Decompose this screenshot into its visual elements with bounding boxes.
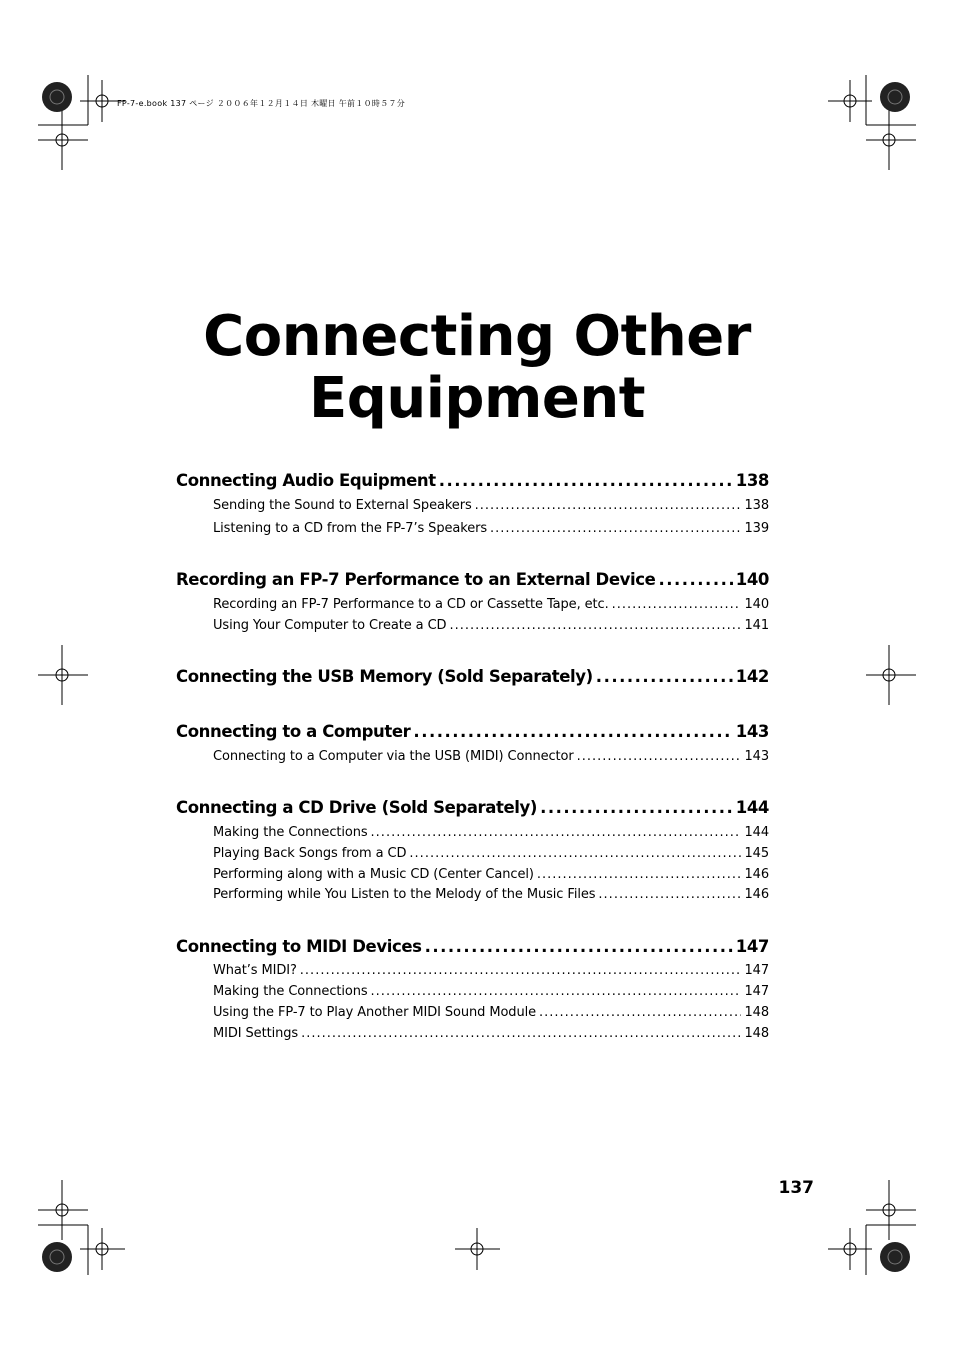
toc-leader bbox=[409, 846, 741, 861]
toc-section[interactable] bbox=[176, 471, 769, 490]
toc-leader bbox=[598, 887, 741, 902]
page-number: 137 bbox=[778, 1178, 814, 1198]
toc-leader bbox=[371, 825, 742, 840]
toc-leader bbox=[537, 867, 742, 882]
toc-item-label: Using Your Computer to Create a CD bbox=[213, 618, 447, 633]
toc-item-page: 143 bbox=[744, 749, 769, 764]
toc-section[interactable] bbox=[176, 570, 769, 589]
toc-item-label: Making the Connections bbox=[213, 984, 368, 999]
toc-item[interactable] bbox=[213, 825, 769, 840]
toc-section-page: 140 bbox=[735, 570, 769, 589]
toc-item[interactable] bbox=[213, 597, 769, 612]
toc-item-page: 140 bbox=[744, 597, 769, 612]
toc-item-page: 148 bbox=[744, 1026, 769, 1041]
toc-item-page: 147 bbox=[744, 984, 769, 999]
chapter-title bbox=[0, 306, 954, 430]
toc-leader bbox=[449, 618, 741, 633]
toc-item-label: Playing Back Songs from a CD bbox=[213, 846, 407, 861]
toc-section[interactable] bbox=[176, 722, 769, 741]
toc-item-label: Using the FP-7 to Play Another MIDI Sound Module bbox=[213, 1005, 537, 1020]
toc-leader bbox=[596, 667, 733, 686]
toc-leader bbox=[658, 570, 732, 589]
toc-item[interactable] bbox=[213, 749, 769, 764]
toc-item-page: 145 bbox=[744, 846, 769, 861]
toc-section-label: Connecting to a Computer bbox=[176, 722, 411, 741]
toc-item-label: What’s MIDI? bbox=[213, 963, 297, 978]
toc-item[interactable] bbox=[213, 618, 769, 633]
toc-item-page: 144 bbox=[744, 825, 769, 840]
toc-section-label: Connecting to MIDI Devices bbox=[176, 937, 422, 956]
toc-item-page: 138 bbox=[744, 498, 769, 513]
toc-section-page: 138 bbox=[735, 471, 769, 490]
toc-leader bbox=[577, 749, 742, 764]
toc-item[interactable] bbox=[213, 963, 769, 978]
toc-leader bbox=[425, 937, 733, 956]
toc-item-label: Connecting to a Computer via the USB (MIDI) Connector bbox=[213, 749, 574, 764]
toc-section-label: Connecting the USB Memory (Sold Separately) bbox=[176, 667, 593, 686]
toc-section-page: 147 bbox=[735, 937, 769, 956]
toc-section-page: 142 bbox=[735, 667, 769, 686]
toc-section-page: 144 bbox=[735, 798, 769, 817]
toc-item[interactable] bbox=[213, 521, 769, 536]
toc-section-label: Connecting Audio Equipment bbox=[176, 471, 436, 490]
toc-item-label: Sending the Sound to External Speakers bbox=[213, 498, 472, 513]
toc-leader bbox=[539, 1005, 741, 1020]
toc-leader bbox=[490, 521, 741, 536]
toc-section-label: Connecting a CD Drive (Sold Separately) bbox=[176, 798, 538, 817]
toc-section[interactable] bbox=[176, 798, 769, 817]
toc-item-label: Listening to a CD from the FP-7’s Speakers bbox=[213, 521, 488, 536]
toc-item[interactable] bbox=[213, 1005, 769, 1020]
toc-leader bbox=[301, 1026, 741, 1041]
toc-item[interactable] bbox=[213, 867, 769, 882]
toc-item-label: Recording an FP-7 Performance to a CD or Cassette Tape, etc. bbox=[213, 597, 609, 612]
toc-item-label: MIDI Settings bbox=[213, 1026, 299, 1041]
toc-item-page: 139 bbox=[744, 521, 769, 536]
chapter-title-line-1: Connecting Other bbox=[203, 304, 751, 369]
toc-leader bbox=[300, 963, 742, 978]
toc-item-page: 148 bbox=[744, 1005, 769, 1020]
toc-leader bbox=[439, 471, 733, 490]
toc-item-label: Making the Connections bbox=[213, 825, 368, 840]
toc-leader bbox=[475, 498, 742, 513]
toc-item[interactable] bbox=[213, 498, 769, 513]
toc-item-page: 146 bbox=[744, 867, 769, 882]
toc-item[interactable] bbox=[213, 887, 769, 902]
toc-leader bbox=[413, 722, 732, 741]
toc-item[interactable] bbox=[213, 846, 769, 861]
toc-section[interactable] bbox=[176, 667, 769, 686]
toc-leader bbox=[371, 984, 742, 999]
toc-item-page: 141 bbox=[744, 618, 769, 633]
toc-item[interactable] bbox=[213, 984, 769, 999]
chapter-title-line-2: Equipment bbox=[309, 366, 645, 431]
toc-section-page: 143 bbox=[735, 722, 769, 741]
toc-item-label: Performing along with a Music CD (Center Cancel) bbox=[213, 867, 534, 882]
toc-section-label: Recording an FP-7 Performance to an External Device bbox=[176, 570, 656, 589]
toc-leader bbox=[612, 597, 742, 612]
toc-item-label: Performing while You Listen to the Melody of the Music Files bbox=[213, 887, 596, 902]
toc-item-page: 146 bbox=[744, 887, 769, 902]
toc-section[interactable] bbox=[176, 937, 769, 956]
toc-leader bbox=[540, 798, 733, 817]
print-slug-line: FP-7-e.book 137 ページ ２００６年１２月１４日 木曜日 午前１０時５７分 bbox=[117, 99, 406, 108]
toc-item[interactable] bbox=[213, 1026, 769, 1041]
toc-item-page: 147 bbox=[744, 963, 769, 978]
